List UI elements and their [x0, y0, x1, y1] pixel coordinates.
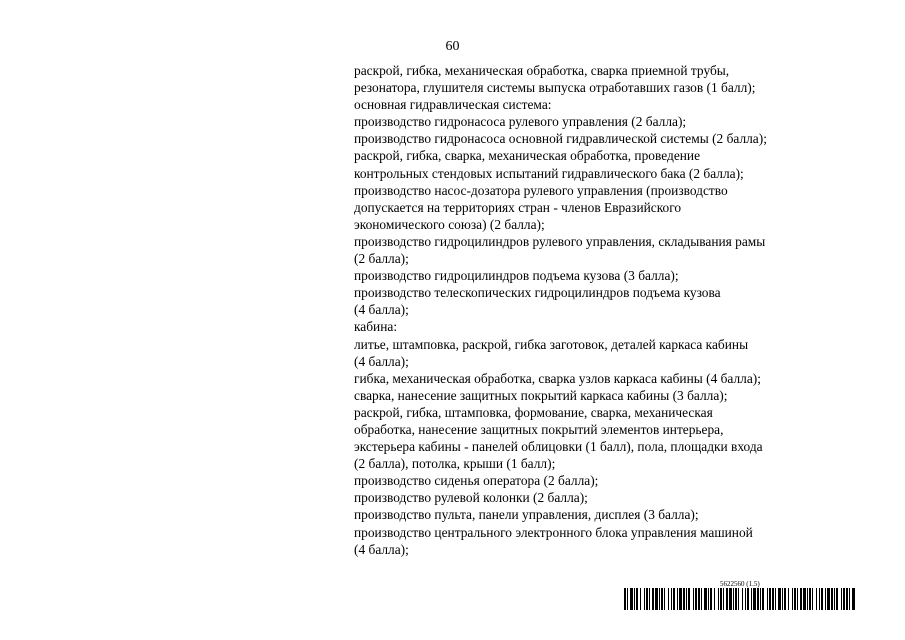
barcode-caption: 5622560 (1.5) — [720, 580, 760, 588]
text-line: производство гидроцилиндров подъема кузова (3 балла); — [354, 268, 679, 284]
text-line: раскрой, гибка, штамповка, формование, сварка, механическая — [354, 404, 713, 420]
page-number: 60 — [445, 39, 460, 54]
text-line: экономического союза) (2 балла); — [354, 216, 545, 232]
text-line: обработка, нанесение защитных покрытий элементов интерьера, — [354, 421, 724, 437]
text-line: резонатора, глушителя системы выпуска отработавших газов (1 балл); — [354, 80, 756, 96]
text-line: производство насос-дозатора рулевого управления (производство — [354, 182, 728, 198]
text-line: основная гидравлическая система: — [354, 97, 552, 113]
text-line: производство центрального электронного блока управления машиной — [354, 524, 753, 540]
text-line: раскрой, гибка, сварка, механическая обработка, проведение — [354, 148, 701, 164]
text-line: производство пульта, панели управления, дисплея (3 балла); — [354, 507, 699, 523]
text-line: (2 балла); — [354, 251, 409, 267]
text-line: (4 балла); — [354, 541, 409, 557]
text-line: производство гидроцилиндров рулевого управления, складывания рамы — [354, 233, 766, 249]
text-line: литье, штамповка, раскрой, гибка заготовок, деталей каркаса кабины — [354, 336, 749, 352]
text-line: производство сиденья оператора (2 балла); — [354, 473, 599, 489]
text-line: (4 балла); — [354, 302, 409, 318]
text-line: сварка, нанесение защитных покрытий каркаса кабины (3 балла); — [354, 387, 728, 403]
text-line: кабина: — [354, 319, 398, 335]
text-line: раскрой, гибка, механическая обработка, сварка приемной трубы, — [354, 63, 730, 78]
text-line: производство телескопических гидроцилиндров подъема кузова — [354, 285, 721, 301]
text-line: производство рулевой колонки (2 балла); — [354, 490, 588, 506]
text-line: производство гидронасоса основной гидравлической системы (2 балла); — [354, 131, 767, 147]
text-line: (4 балла); — [354, 353, 409, 369]
text-line: (2 балла), потолка, крыши (1 балл); — [354, 456, 556, 472]
text-line: контрольных стендовых испытаний гидравлического бака (2 балла); — [354, 165, 744, 181]
text-line: гибка, механическая обработка, сварка узлов каркаса кабины (4 балла); — [354, 370, 761, 386]
text-line: экстерьера кабины - панелей облицовки (1 балл), пола, площадки входа — [354, 439, 763, 455]
document-body — [354, 62, 834, 558]
barcode-graphic — [624, 588, 856, 610]
text-line: допускается на территориях стран - членов Евразийского — [354, 199, 682, 215]
text-line: производство гидронасоса рулевого управления (2 балла); — [354, 114, 687, 130]
